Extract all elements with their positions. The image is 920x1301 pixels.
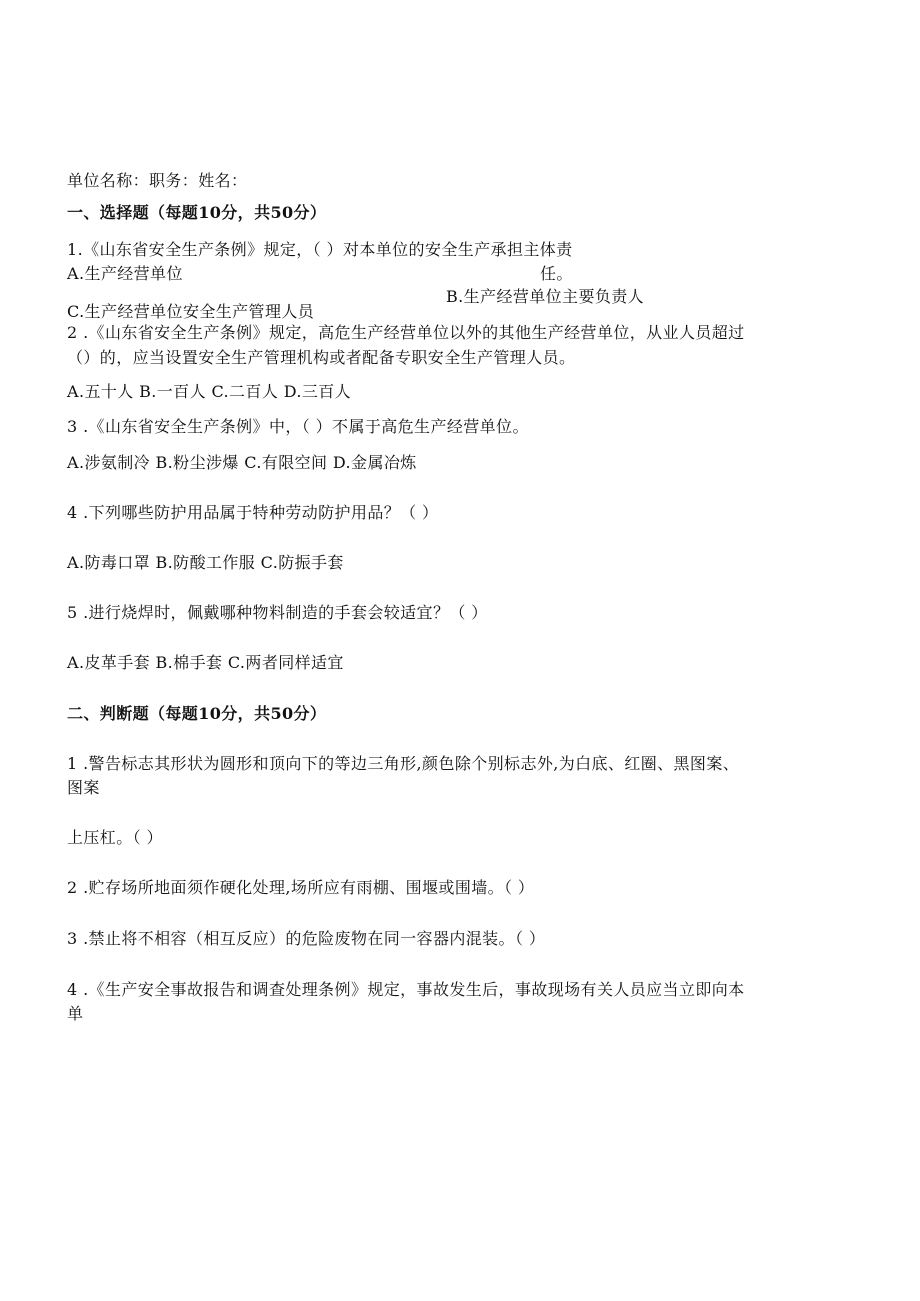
q1-stem: 1.《山东省安全生产条例》规定，（ ）对本单位的安全生产承担主体责	[67, 240, 573, 259]
q3-stem: 3 .《山东省安全生产条例》中，（ ）不属于高危生产经营单位。	[67, 417, 529, 436]
section2-heading: 二、判断题（每题10分，共50分）	[67, 704, 327, 723]
tf-q1-line2: 图案	[67, 778, 100, 797]
q5-stem: 5 .进行烧焊时，佩戴哪种物料制造的手套会较适宜？（ ）	[67, 603, 488, 622]
section1-heading: 一、选择题（每题10分，共50分）	[67, 203, 327, 222]
q5-options: A.皮革手套 B.棉手套 C.两者同样适宜	[67, 653, 344, 672]
tf-q4-line1: 4 .《生产安全事故报告和调查处理条例》规定，事故发生后，事故现场有关人员应当立即向本	[67, 980, 745, 999]
q2-options: A.五十人 B.一百人 C.二百人 D.三百人	[67, 382, 352, 401]
info-line: 单位名称：职务：姓名：	[67, 171, 248, 190]
q1-option-c: C.生产经营单位安全生产管理人员	[67, 302, 315, 321]
tf-q1-line3: 上压杠。（ ）	[67, 828, 163, 847]
q2-stem-line2: （）的，应当设置安全生产管理机构或者配备专职安全生产管理人员。	[67, 348, 576, 367]
tf-q1-line1: 1 .警告标志其形状为圆形和顶向下的等边三角形,颜色除个别标志外,为白底、红圈、黑图案、	[67, 754, 740, 773]
q4-stem: 4 .下列哪些防护用品属于特种劳动防护用品？（ ）	[67, 503, 439, 522]
q4-options: A.防毒口罩 B.防酸工作服 C.防振手套	[67, 553, 344, 572]
q1-option-b: B.生产经营单位主要负责人	[446, 287, 645, 306]
tf-q2: 2 .贮存场所地面须作硬化处理,场所应有雨棚、围堰或围墙。（ ）	[67, 878, 535, 897]
tf-q3: 3 .禁止将不相容（相互反应）的危险废物在同一容器内混装。（ ）	[67, 929, 546, 948]
q2-stem-line1: 2 .《山东省安全生产条例》规定，高危生产经营单位以外的其他生产经营单位，从业人员超过	[67, 323, 745, 342]
q1-stem-continuation: 任。	[540, 264, 573, 283]
q1-option-a: A.生产经营单位	[67, 264, 183, 283]
q3-options: A.涉氨制冷 B.粉尘涉爆 C.有限空间 D.金属冶炼	[67, 453, 417, 472]
tf-q4-line2: 单	[67, 1004, 84, 1023]
